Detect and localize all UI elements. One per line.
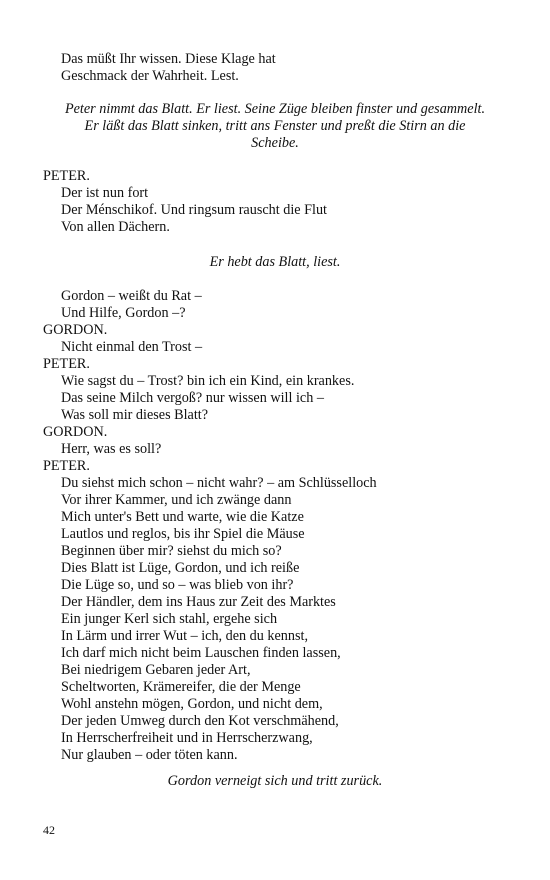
verse-line: In Lärm und irrer Wut – ich, den du kennst, [61,628,308,644]
verse-line: Vor ihrer Kammer, und ich zwänge dann [61,492,292,508]
verse-line: Lautlos und reglos, bis ihr Spiel die Mäuse [61,526,305,542]
speaker-name: PETER. [43,168,90,184]
verse-line: Der Händler, dem ins Haus zur Zeit des Marktes [61,594,336,610]
verse-line: Was soll mir dieses Blatt? [61,407,209,423]
stage-direction-line: Gordon verneigt sich und tritt zurück. [167,773,383,789]
verse-line: Dies Blatt ist Lüge, Gordon, und ich reiße [61,560,300,576]
verse-line: Mich unter's Bett und warte, wie die Katze [61,509,304,525]
verse-line: In Herrscherfreiheit und in Herrscherzwang, [61,730,313,746]
stage-direction-line: Peter nimmt das Blatt. Er liest. Seine Züge bleiben finster und gesammelt. [64,101,486,117]
verse-line: Das seine Milch vergoß? nur wissen will ich – [61,390,324,406]
speaker-name: PETER. [43,458,90,474]
stage-direction-line: Scheibe. [251,135,299,151]
verse-line: Der ist nun fort [61,185,149,201]
verse-line: Und Hilfe, Gordon –? [61,305,186,321]
verse-line: Beginnen über mir? siehst du mich so? [61,543,282,559]
verse-line: Ich darf mich nicht beim Lauschen finden lassen, [61,645,341,661]
verse-line: Nur glauben – oder töten kann. [61,747,238,763]
verse-line: Der jeden Umweg durch den Kot verschmähend, [61,713,339,729]
verse-line: Ein junger Kerl sich stahl, ergehe sich [61,611,278,627]
speaker-name: GORDON. [43,322,108,338]
speaker-name: PETER. [43,356,90,372]
verse-line: Die Lüge so, und so – was blieb von ihr? [61,577,294,593]
verse-line: Wie sagst du – Trost? bin ich ein Kind, ein krankes. [61,373,355,389]
verse-line: Gordon – weißt du Rat – [61,288,202,304]
verse-line: Du siehst mich schon – nicht wahr? – am Schlüsselloch [61,475,377,491]
speaker-name: GORDON. [43,424,108,440]
verse-line: Bei niedrigem Gebaren jeder Art, [61,662,251,678]
verse-line: Herr, was es soll? [61,441,162,457]
verse-line: Das müßt Ihr wissen. Diese Klage hat [61,51,276,67]
stage-direction-line: Er hebt das Blatt, liest. [209,254,341,270]
verse-line: Nicht einmal den Trost – [61,339,203,355]
stage-direction-line: Er läßt das Blatt sinken, tritt ans Fenster und preßt die Stirn an die [84,118,466,134]
page-number: 42 [43,823,55,837]
verse-line: Geschmack der Wahrheit. Lest. [61,68,239,84]
verse-line: Wohl anstehn mögen, Gordon, und nicht dem, [61,696,323,712]
verse-line: Scheltworten, Krämereifer, die der Menge [61,679,301,695]
verse-line: Von allen Dächern. [61,219,170,235]
verse-line: Der Ménschikof. Und ringsum rauscht die Flut [61,202,327,218]
